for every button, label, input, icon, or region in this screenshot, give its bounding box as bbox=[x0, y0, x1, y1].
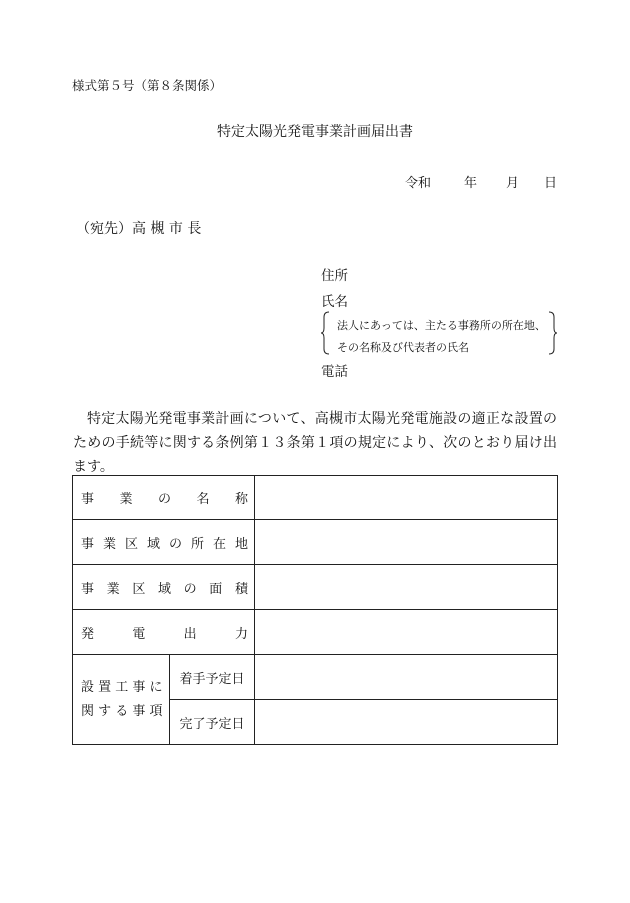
label-char: 域 bbox=[147, 536, 161, 552]
date-era: 令和 bbox=[405, 176, 432, 191]
project-location-value[interactable] bbox=[255, 520, 558, 565]
table-row-power-output bbox=[73, 610, 558, 655]
phone-label: 電話 bbox=[321, 364, 348, 380]
start-date-label: 着手予定日 bbox=[170, 655, 255, 700]
label-char: 面 bbox=[209, 581, 223, 597]
label-char: 区 bbox=[132, 581, 146, 597]
end-date-value[interactable] bbox=[255, 700, 558, 745]
construction-matters-label bbox=[73, 655, 170, 745]
date-day-label: 日 bbox=[544, 176, 558, 191]
table-row-project-location bbox=[73, 520, 558, 565]
label-char: 事 bbox=[81, 492, 95, 507]
corporation-note-line-1: 法人にあっては、主たる事務所の所在地、 bbox=[337, 319, 546, 332]
label-char: 力 bbox=[234, 626, 248, 642]
label-char: 積 bbox=[234, 581, 248, 597]
body-paragraph: 特定太陽光発電事業計画について、高槻市太陽光発電施設の適正な設置のための手続等に関する条例第１３条第１項の規定により、次のとおり届け出ます。 bbox=[73, 411, 557, 475]
document-title: 特定太陽光発電事業計画届出書 bbox=[217, 124, 413, 140]
label-char: の bbox=[158, 492, 172, 507]
label-char: 電 bbox=[132, 626, 146, 642]
label-char: 業 bbox=[103, 536, 117, 552]
end-date-label: 完了予定日 bbox=[170, 700, 255, 745]
table-row-construction-start bbox=[73, 655, 558, 700]
label-char: 発 bbox=[81, 626, 95, 642]
name-label: 氏名 bbox=[321, 294, 348, 310]
label-char: 称 bbox=[235, 492, 249, 507]
label-char: 域 bbox=[157, 581, 171, 597]
label-char: の bbox=[169, 536, 183, 552]
form-number: 様式第５号（第８条関係） bbox=[72, 78, 223, 93]
start-date-value[interactable] bbox=[255, 655, 558, 700]
corporation-note-line-2: その名称及び代表者の氏名 bbox=[337, 341, 469, 354]
power-output-label bbox=[73, 610, 255, 655]
label-char: 所 bbox=[191, 536, 205, 552]
table-row-project-name bbox=[73, 476, 558, 520]
date-month-label: 月 bbox=[506, 176, 520, 191]
label-char: の bbox=[183, 581, 197, 597]
recipient: （宛先）高 槻 市 長 bbox=[76, 221, 202, 237]
label-char: 事 bbox=[81, 536, 95, 552]
table-row-project-area bbox=[73, 565, 558, 610]
construction-label-line-1: 設 置 工 事 に bbox=[81, 679, 163, 695]
project-name-label bbox=[73, 476, 255, 520]
construction-label-line-2: 関 す る 事 項 bbox=[81, 703, 163, 719]
label-char: 在 bbox=[213, 536, 227, 552]
label-char: 名 bbox=[196, 492, 210, 507]
label-char: 地 bbox=[235, 536, 249, 552]
notification-table bbox=[72, 475, 558, 745]
date-year-label: 年 bbox=[464, 176, 478, 191]
label-char: 区 bbox=[125, 536, 139, 552]
address-label: 住所 bbox=[321, 268, 348, 284]
project-area-value[interactable] bbox=[255, 565, 558, 610]
project-name-value[interactable] bbox=[255, 476, 558, 520]
project-area-label bbox=[73, 565, 255, 610]
label-char: 業 bbox=[106, 581, 120, 597]
power-output-value[interactable] bbox=[255, 610, 558, 655]
label-char: 事 bbox=[81, 581, 95, 597]
project-location-label bbox=[73, 520, 255, 565]
label-char: 業 bbox=[119, 492, 133, 507]
label-char: 出 bbox=[183, 626, 197, 642]
